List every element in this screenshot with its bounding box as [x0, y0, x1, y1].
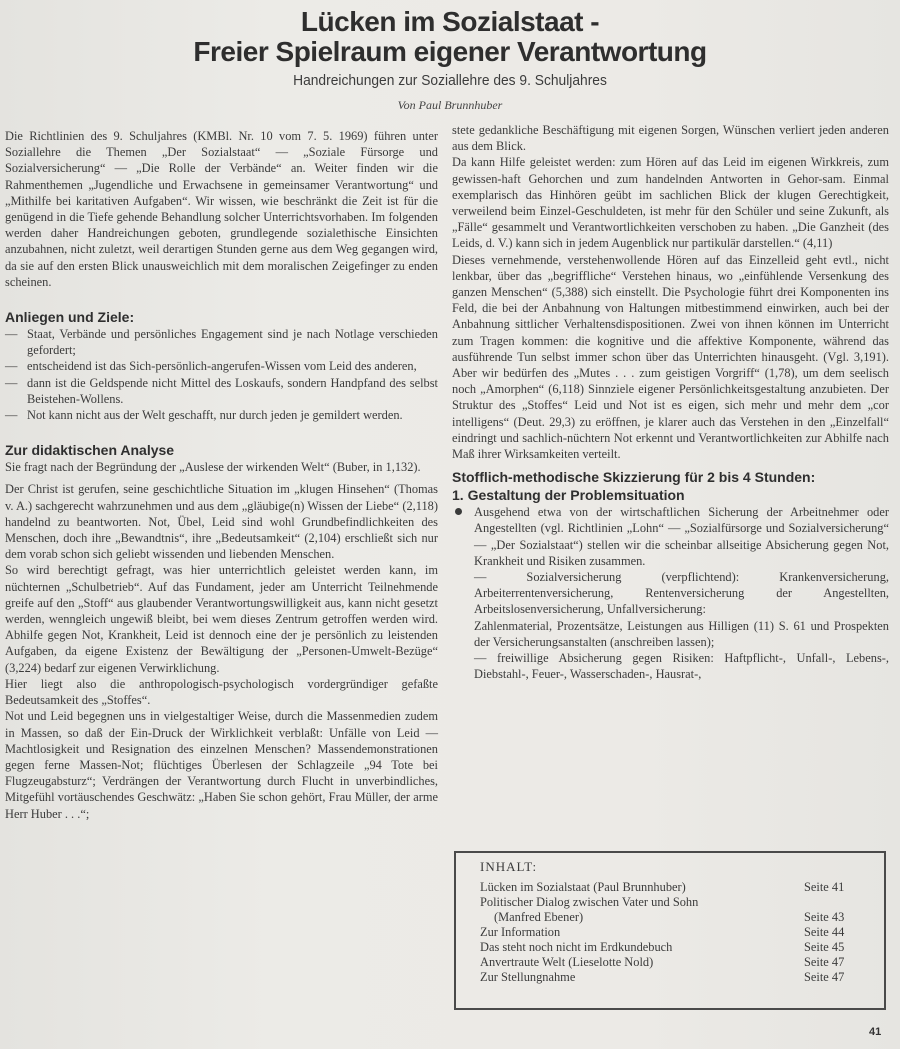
analysis-heading: Zur didaktischen Analyse — [5, 442, 175, 459]
page-number: 41 — [869, 1026, 882, 1038]
intro-paragraph: Die Richtlinien des 9. Schuljahres (KMBl. Nr. 10 vom 7. 5. 1969) führen unter Soziallehre die Themen „Der Sozialstaat“ — „Soziale Fürsorge und Sozialversicherung“ — „Die Rolle der Verbände“ an. Weiter finden wir die Rahmenthemen „Jugendliche und Erwachsene in gemeinsamer Verantwortung“ und „Mithilfe bei karitativen Aufgaben“. Wir wissen, wie beschränkt die Zeit ist für die genügend in die Tiefe gehende Behandlung solcher Unterrichtsvorhaben. Im folgenden werden daher Handreichungen geboten, grundlegende sozialethische Einsichten anzubahnen, nicht zuletzt, weil derartigen Stunden gerne aus dem Weg gegangen wird, da sie auf den ersten Blick unausweichlich mit dem moralischen Zeigefinger zu enden scheinen. — [5, 129, 438, 289]
toc-entry — [480, 970, 874, 985]
toc-entry-title: (Manfred Ebener) — [494, 910, 584, 924]
analysis-paragraph: Hier liegt also die anthropologisch-psychologisch vordergründiger gefaßte Bedeutsamkeit des „Stoffes“. — [5, 676, 438, 708]
toc-entry-title: Zur Information — [480, 925, 561, 939]
toc-entry-page: Seite 47 — [804, 955, 845, 969]
goal-item: — entscheidend ist das Sich-persönlich-angerufen-Wissen vom Leid des anderen, — [5, 358, 438, 374]
toc-entry — [480, 925, 874, 940]
voluntary-insurance-text: — freiwillige Absicherung gegen Risiken: Haftpflicht-, Unfall-, Lebens-, Diebstahl-, Feuer-, Wasserschaden-, Hausrat-, — [474, 651, 889, 682]
subtitle: Handreichungen zur Soziallehre des 9. Schuljahres — [293, 72, 607, 89]
bullet-item — [452, 504, 889, 682]
goal-item: — dann ist die Geldspende nicht Mittel des Loskaufs, sondern Handpfand des selbst Beistehen-Wollens. — [5, 375, 438, 407]
goals-heading: Anliegen und Ziele: — [5, 309, 135, 326]
toc-entry-page: Seite 45 — [804, 940, 845, 954]
toc-entry — [480, 940, 874, 955]
toc-entry-title: Anvertraute Welt (Lieselotte Nold) — [480, 955, 654, 969]
right-column — [452, 122, 889, 683]
body-paragraph: Da kann Hilfe geleistet werden: zum Hören auf das Leid im eigenen Wirkkreis, zum gewissen-haft Gehorchen und zum handelnden Antworten in Gehor-sam. Einmal exemplarisch das Hinhören geübt im sachlichen Blick der klugen Gerechtigkeit, verweilend beim Einzel-Geschuldeten, ist mehr für den Schüler und seine Zukunft, als „Fälle“ gesammelt und Verantwortlichkeiten verschoben zu haben. „Die Ganzheit (des Leids, d. V.) kann sich in jedem Augenblick nur partikulär darstellen.“ (4,11) — [452, 155, 889, 251]
toc-entry — [480, 910, 874, 925]
bullet-text: Ausgehend etwa von der wirtschaftlichen Sicherung der Arbeitnehmer oder Angestellten (vgl. Richtlinien „Lohn“ — „Sozialfürsorge und Sozialversicherung“ — „Der Sozialstaat“) stellen wir die scheinbar allseitige Absicherung gegen Not, Krankheit und Risiken zusammen. — [474, 505, 889, 568]
step-1-heading: 1. Gestaltung der Problemsituation — [452, 487, 685, 504]
social-insurance-text: — Sozialversicherung (verpflichtend): Krankenversicherung, Arbeiterrentenversicherung, Rentenversicherung der Angestellten, Arbeitslosenversicherung, Unfallversicherung: — [474, 570, 889, 617]
title-line-2: Freier Spielraum eigener Verantwortung — [193, 36, 707, 67]
toc-entry-title: Lücken im Sozialstaat (Paul Brunnhuber) — [480, 880, 686, 894]
toc-entry — [480, 895, 874, 910]
method-heading: Stofflich-methodische Skizzierung für 2 bis 4 Stunden: — [452, 469, 816, 486]
social-insurance-details: Zahlenmaterial, Prozentsätze, Leistungen aus Hilligen (11) S. 61 und Prospekten der Versicherungsanstalten (anschreiben lassen); — [474, 618, 889, 649]
analysis-paragraph: Der Christ ist gerufen, seine geschichtliche Situation im „klugen Hinsehen“ (Thomas v. A.) sachgerecht wahrzunehmen und aus dem „gläubige(n) Wissen der Liebe“ (2,118) handelnd zu beantworten. Not, Übel, Leid sind wohl Grundbefindlichkeiten des Menschen, doch ihre „Bewandtnis“, ihre „Bedeutsamkeit“ (2,104) erschließt sich nur dem vorab schon sich geliebt wissenden und liebenden Menschen. — [5, 482, 438, 562]
toc-entry-page: Seite 44 — [804, 925, 845, 939]
table-of-contents-box — [454, 851, 886, 1010]
toc-entry-page: Seite 43 — [804, 910, 845, 924]
analysis-paragraph: Not und Leid begegnen uns in vielgestaltiger Weise, durch die Massenmedien zudem in Massen, so daß der Ein-Druck der Wirklichkeit verblaßt: Unfälle von Leid — Machtlosigkeit und Resignation des einzelnen Menschen? Massendemonstrationen gegen ferne Massen-Not; flüchtiges Überlesen der Schlagzeile „94 Tote bei Flugzeugabsturz“; Verdrängen der Verantwortung durch Flucht in unverbindliches, Mitgefühl vortäuschendes Geschwätz: „Haben Sie schon gehört, Frau Müller, der arme Herr Huber . . .“; — [5, 709, 438, 821]
title-line-1: Lücken im Sozialstaat - — [300, 6, 600, 37]
toc-entry-title: Das steht noch nicht im Erdkundebuch — [480, 940, 673, 954]
body-paragraph: Dieses vernehmende, verstehenwollende Hören auf das Einzelleid geht evtl., nicht lenkbar, über das „begriffliche“ Verstehen hinaus, wo „einfühlende Versenkung des ganzen Menschen“ (5,388) sich einstellt. Die Psychologie führt drei Komponenten ins Feld, die bei der Anbahnung von Haltungen mitbestimmend einwirken, auch bei der Anbahnung sittlicher Verhaltensdispositionen. Zwei von ihnen können im Unterricht zum Tragen kommen: die kognitive und die affektive Komponente, während das ausführende Tun selbst immer schon über das Unterrichten hinausgeht. (Vgl. 3,191). Aber wir bedürfen des „Mutes . . . zum geistigen Vorgriff“ (1,78), um dem seelisch noch „Amorphen“ (6,118) Sinnziele eigener Persönlichkeitsgestaltung anzubieten. Der Struktur des „Stoffes“ Leid und Not ist es eigen, sich mehr und mehr dem „cor intelligens“ (Deut. 29,3) zu eröffnen, je klarer auch das Verstehen in den „Einzelfall“ eindringt und sachlich-nüchtern Not erkennt und Verantwortlichkeiten zur Abhilfe nach Maß ihrer Wirksamkeiten verteilt. — [452, 252, 889, 462]
toc-entry-page: Seite 41 — [804, 880, 845, 894]
toc-entry-title: Zur Stellungnahme — [480, 970, 576, 984]
toc-entry-page — [804, 895, 874, 910]
left-column — [5, 128, 438, 822]
bullet-icon — [455, 508, 462, 515]
analysis-paragraph: So wird berechtigt gefragt, was hier unterrichtlich geleistet werden kann, im nüchternen „Schulbetrieb“. Auf das Fundament, jeder am Unterricht Teilnehmende greife auf den „Stoff“ aus glaubender Verantwortungswilligkeit aus, kann nicht gesetzt werden, wenngleich ungewiß bleibt, bei wem dieses Zentrum getroffen werden wird. Abhilfe gegen Not, Krankheit, Leid ist dennoch eine der je persönlich zu leistenden Aufgaben, da eigene Existenz der Bewältigung der „Personen-Umwelt-Bezüge“ (3,224) bedarf zur eigenen Verwirklichung. — [5, 563, 438, 675]
author-byline: Von Paul Brunnhuber — [397, 98, 503, 112]
toc-entry-title: Politischer Dialog zwischen Vater und Sohn — [480, 895, 699, 909]
goals-list — [5, 326, 438, 423]
toc-entry-page: Seite 47 — [804, 970, 845, 984]
analysis-paragraph: Sie fragt nach der Begründung der „Auslese der wirkenden Welt“ (Buber, in 1,132). — [5, 460, 421, 475]
toc-entry — [480, 955, 874, 970]
goal-item: — Not kann nicht aus der Welt geschafft, nur durch jeden je gemildert werden. — [5, 407, 438, 423]
toc-entry — [480, 880, 874, 895]
toc-title: INHALT: — [480, 859, 538, 874]
body-paragraph: stete gedankliche Beschäftigung mit eigenen Sorgen, Wünschen verliert jeden anderen aus dem Blick. — [452, 123, 889, 154]
goal-item: — Staat, Verbände und persönliches Engagement sind je nach Notlage verschieden gefordert; — [5, 326, 438, 358]
